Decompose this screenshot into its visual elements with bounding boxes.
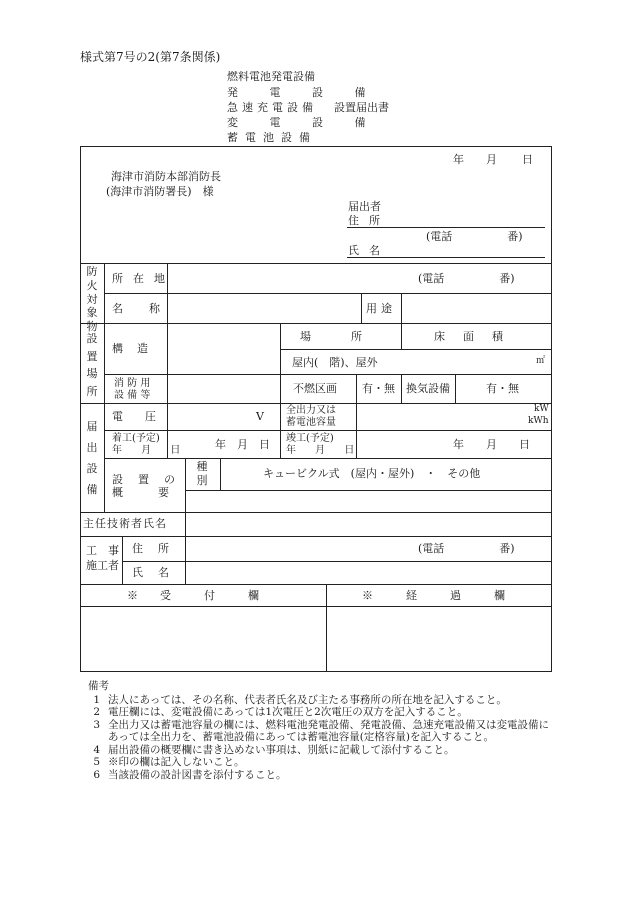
note-number: 3 [93, 718, 100, 731]
ventilation-label: 換気設備 [406, 382, 450, 395]
divider [104, 430, 552, 431]
addressee-line-2: (海津市消防署長) 様 [106, 185, 214, 198]
progress-label: ※ 経 過 欄 [362, 589, 505, 602]
title-line-4: 変 電 設 備 [227, 116, 380, 129]
divider [326, 584, 327, 672]
note-item [88, 756, 558, 769]
divider [280, 323, 281, 403]
chief-engineer-label: 主任技術者氏名 [83, 517, 167, 530]
divider [401, 293, 402, 323]
submitter-name-label: 氏名 [348, 244, 390, 257]
type-label: 種別 [196, 460, 208, 487]
note-text: 法人にあっては、その名称、代表者氏名及び主たる事務所の所在地を記入すること。 [108, 693, 507, 706]
title-line-2: 発 電 設 備 [227, 86, 380, 99]
yes-no-noncombust: 有・無 [362, 382, 395, 395]
unit-kwh: kWh [528, 416, 549, 426]
addressee-line-1: 海津市消防本部消防長 [111, 170, 221, 183]
note-item [88, 719, 558, 744]
divider [80, 403, 552, 404]
title-suffix: 設置届出書 [334, 101, 389, 114]
divider [401, 374, 402, 403]
divider [361, 293, 362, 323]
note-text: 届出設備の概要欄に書き込めない事項は、別紙に記載して添付すること。 [108, 743, 455, 756]
install-place-label: 設置場所 [86, 332, 98, 398]
note-text: 当該設備の設計図書を添付すること。 [108, 768, 287, 781]
contractor-label-2: 施工者 [86, 559, 119, 572]
voltage-unit: V [256, 410, 264, 423]
divider [80, 536, 552, 537]
fire-equipment-label-1: 消 防 用 [114, 378, 151, 389]
submitter-label: 届出者 [348, 200, 381, 213]
divider [122, 561, 552, 562]
divider [104, 263, 105, 512]
note-text: ※印の欄は記入しないこと。 [108, 756, 245, 768]
note-item [88, 694, 558, 707]
fire-target-label: 防火対象物 [86, 265, 98, 333]
title-line-3: 急速充電設備 [227, 101, 317, 114]
contractor-phone: (電話 番) [418, 542, 515, 555]
contractor-label-1: 工 事 [86, 544, 119, 557]
location-label: 所在地 [112, 272, 175, 285]
divider [356, 374, 357, 403]
divider [185, 536, 186, 584]
note-text: 全出力又は蓄電池容量の欄には、燃料電池発電設備、発電設備、急速充電設備又は変電設備にあっては全出力を、蓄電池設備にあっては蓄電池容量(定格容量)を記入すること。 [108, 718, 549, 743]
fire-equipment-label-2: 設 備 等 [114, 390, 151, 401]
notes-list [88, 694, 558, 782]
divider [104, 374, 552, 375]
voltage-label: 電圧 [112, 410, 178, 423]
completion-date: 年 月 日 [453, 438, 530, 451]
note-number: 2 [93, 706, 100, 718]
location-phone: (電話 番) [418, 272, 515, 285]
form-number: 様式第7号の2(第7条関係) [80, 50, 221, 64]
unit-m2: ㎡ [536, 356, 546, 366]
type-value: キュービクル式 (屋内・屋外) ・ その他 [263, 467, 481, 480]
usage-label: 用途 [366, 302, 396, 315]
completion-label-1: 竣工(予定) [286, 433, 334, 444]
divider [280, 403, 281, 458]
indoor-outdoor: 屋内( 階)、屋外 [292, 356, 378, 369]
notes-heading: 備考 [88, 680, 109, 692]
divider [80, 584, 552, 585]
floor-area-label: 床面積 [434, 330, 521, 343]
overview-label-2: 概要 [112, 486, 204, 499]
divider [80, 323, 552, 324]
note-item [88, 706, 558, 719]
divider [185, 512, 186, 536]
date-day: 日 [522, 153, 533, 166]
divider [104, 293, 552, 294]
name-label: 名称 [112, 302, 186, 315]
name-underline [347, 257, 545, 258]
divider [104, 458, 552, 459]
output-label-1: 全出力又は [286, 405, 336, 416]
contractor-name-label: 氏名 [132, 566, 184, 579]
divider [80, 606, 552, 607]
date-month: 月 [486, 153, 497, 166]
divider [80, 512, 552, 513]
output-label-2: 蓄電池容量 [286, 417, 336, 428]
date-year: 年 [453, 153, 464, 166]
divider [220, 458, 221, 490]
start-date: 年 月 日 [215, 438, 270, 451]
notes [88, 680, 558, 781]
noncombust-label: 不燃区画 [293, 382, 337, 395]
title-line-5: 蓄電池設備 [227, 131, 317, 144]
divider [280, 349, 552, 350]
contractor-address-label: 住所 [132, 542, 184, 555]
divider [122, 536, 123, 584]
note-number: 4 [93, 743, 100, 756]
note-number: 6 [93, 768, 100, 781]
submitter-address-label: 住所 [348, 214, 390, 227]
start-label-1: 着工(予定) [112, 433, 160, 444]
completion-label-2: 年 月 日 [286, 445, 363, 456]
note-number: 1 [93, 693, 100, 706]
divider [455, 374, 456, 403]
structure-label: 構造 [112, 342, 162, 355]
divider [167, 263, 168, 458]
submitter-phone: (電話 番) [426, 230, 523, 243]
divider [185, 490, 552, 491]
note-number: 5 [93, 756, 100, 768]
reception-label: ※ 受 付 欄 [127, 589, 259, 602]
overview-label-1: 設置の [112, 473, 190, 486]
divider [80, 263, 552, 264]
yes-no-ventilation: 有・無 [486, 382, 519, 395]
unit-kw: kW [534, 404, 549, 414]
equipment-label: 届出設備 [86, 420, 98, 496]
title-line-1: 燃料電池発電設備 [227, 70, 315, 83]
address-underline [347, 227, 545, 228]
start-label-2: 年 月 日 [112, 445, 189, 456]
note-item [88, 769, 558, 782]
note-text: 電圧欄には、変電設備にあっては1次電圧と2次電圧の双方を記入すること。 [108, 706, 468, 718]
place-label: 場所 [300, 330, 402, 343]
note-item [88, 744, 558, 757]
